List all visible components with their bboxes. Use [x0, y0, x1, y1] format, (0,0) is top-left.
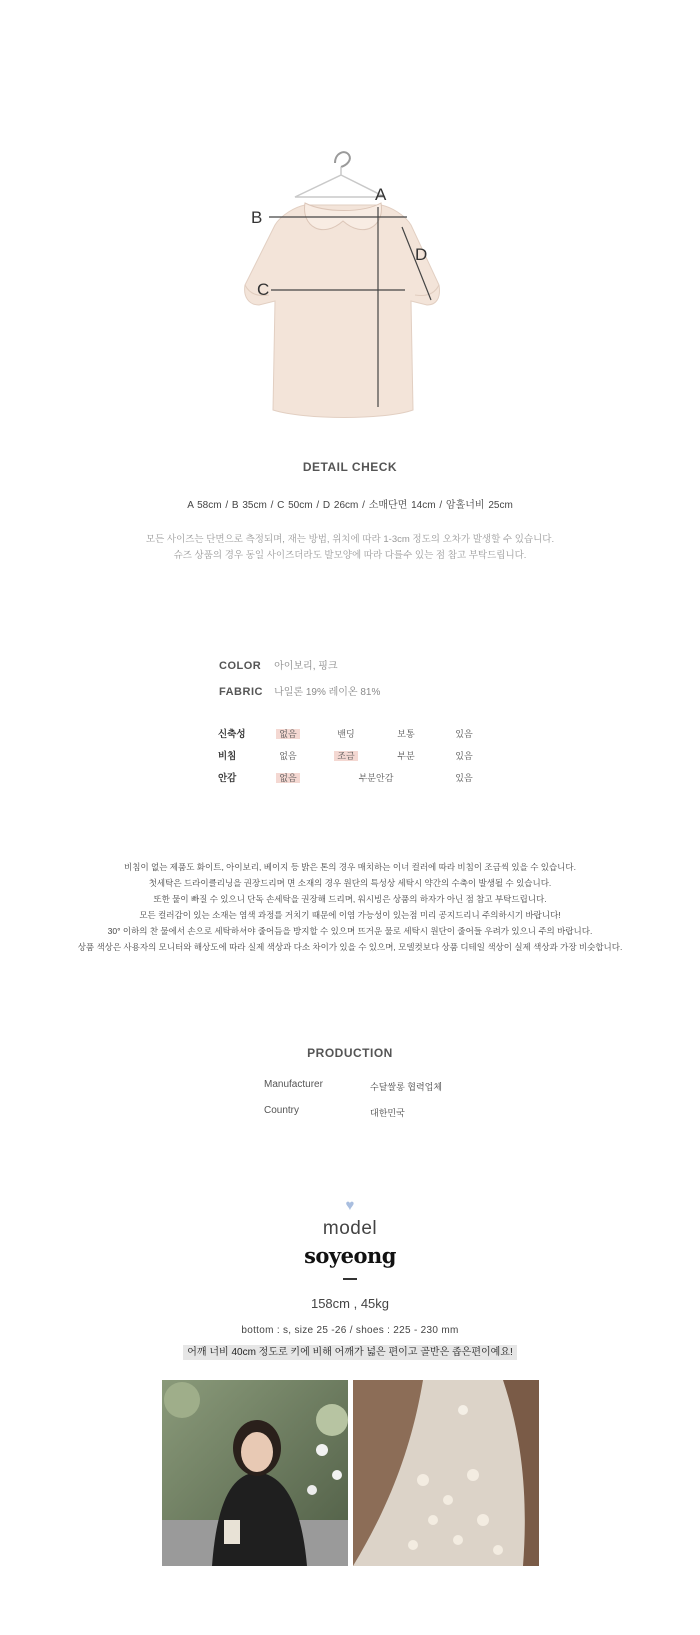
attr-option: 있음: [455, 729, 473, 739]
attr-option: 부분안감: [358, 773, 394, 783]
spec-color-key: COLOR: [219, 660, 262, 672]
model-heading: model: [322, 1218, 378, 1239]
model-divider: [343, 1278, 357, 1280]
attr-label-stretch: 신축성: [218, 729, 246, 740]
attr-option: 없음: [279, 751, 297, 761]
blouse-illustration: [235, 135, 465, 435]
attr-label-lining: 안감: [218, 773, 237, 784]
care-note-line-6: 상품 색상은 사용자의 모니터와 해상도에 따라 실제 색상과 다소 차이가 있을 수 있으며, 모델컷보다 상품 디테일 색상이 실제 색상과 가장 비슷합니다.: [77, 942, 623, 952]
attr-option: 부분: [397, 751, 415, 761]
spec-fabric-row: [219, 683, 380, 698]
size-note-line-1: 모든 사이즈는 단면으로 측정되며, 재는 방법, 위치에 따라 1-3cm 정도의 오차가 발생할 수 있습니다.: [145, 534, 555, 545]
attr-label-sheerness: 비침: [218, 751, 237, 762]
dimension-label-d: D: [415, 245, 428, 264]
size-note-line-2: 슈즈 상품의 경우 동일 사이즈더라도 발모양에 따라 다를수 있는 점 참고 부탁드립니다.: [173, 550, 527, 561]
measurements-text: A 58cm / B 35cm / C 50cm / D 26cm / 소매단면 14cm / 암홀너비 25cm: [187, 500, 513, 511]
production-title: PRODUCTION: [307, 1046, 393, 1060]
care-note-line-1: 비침이 없는 제품도 화이트, 아이보리, 베이지 등 밝은 톤의 경우 매치하는 이너 컬러에 따라 비침이 조금씩 있을 수 있습니다.: [124, 862, 576, 872]
dimension-label-c: C: [257, 280, 270, 299]
spec-fabric-value: 나일론 19% 레이온 81%: [274, 687, 381, 698]
country-key: Country: [264, 1105, 300, 1116]
attr-option: 있음: [455, 751, 473, 761]
spec-fabric-key: FABRIC: [219, 686, 263, 698]
model-fit-info: bottom : s, size 25 -26 / shoes : 225 - 230 mm: [241, 1325, 459, 1336]
attr-option-selected: 없음: [258, 727, 318, 740]
attr-option: 밴딩: [337, 729, 355, 739]
model-note-wrap: [0, 1342, 700, 1360]
care-note-line-2: 첫세탁은 드라이클리닝을 권장드리며 면 소재의 경우 원단의 특성상 세탁시 약간의 수축이 발생될 수 있습니다.: [148, 878, 552, 888]
attr-option: 보통: [397, 729, 415, 739]
lace-detail-photo: [353, 1380, 539, 1566]
model-name: soyeong: [304, 1243, 396, 1268]
manufacturer-value: 수달쌀롱 협력업체: [370, 1082, 443, 1092]
manufacturer-key: Manufacturer: [264, 1079, 323, 1090]
care-note-line-5: 30° 이하의 찬 물에서 손으로 세탁하셔야 줄어듬을 방지할 수 있으며 뜨거운 물로 세탁시 원단이 줄어들 우려가 있으니 주의 바랍니다.: [107, 926, 593, 936]
attr-option-selected: 조금: [316, 749, 376, 762]
model-size: 158cm , 45kg: [310, 1296, 390, 1311]
garment-measurement-figure: [235, 135, 465, 435]
attr-option: 있음: [455, 773, 473, 783]
dimension-label-b: B: [251, 208, 263, 227]
attr-option-selected: 없음: [258, 771, 318, 784]
country-value: 대한민국: [370, 1108, 405, 1118]
care-note-line-4: 모든 컬러감이 있는 소재는 염색 과정를 거치기 때문에 이염 가능성이 있는점 미리 공지드리니 주의하시기 바랍니다!: [139, 910, 561, 920]
spec-color-value: 아이보리, 핑크: [274, 661, 338, 672]
care-note-line-3: 또한 물이 빠질 수 있으니 단독 손세탁을 권장해 드리며, 워시빙은 상품의 하자가 아닌 점 참고 부탁드립니다.: [153, 894, 547, 904]
model-photo-outdoor: [162, 1380, 348, 1566]
model-highlight-note: 어깨 너비 40cm 정도로 키에 비해 어깨가 넓은 편이고 골반은 좁은편이예요!: [183, 1345, 517, 1360]
heart-icon: ♥: [345, 1197, 355, 1214]
detail-check-title: DETAIL CHECK: [302, 460, 398, 474]
dimension-label-a: A: [375, 185, 387, 204]
spec-color-row: [219, 657, 338, 672]
